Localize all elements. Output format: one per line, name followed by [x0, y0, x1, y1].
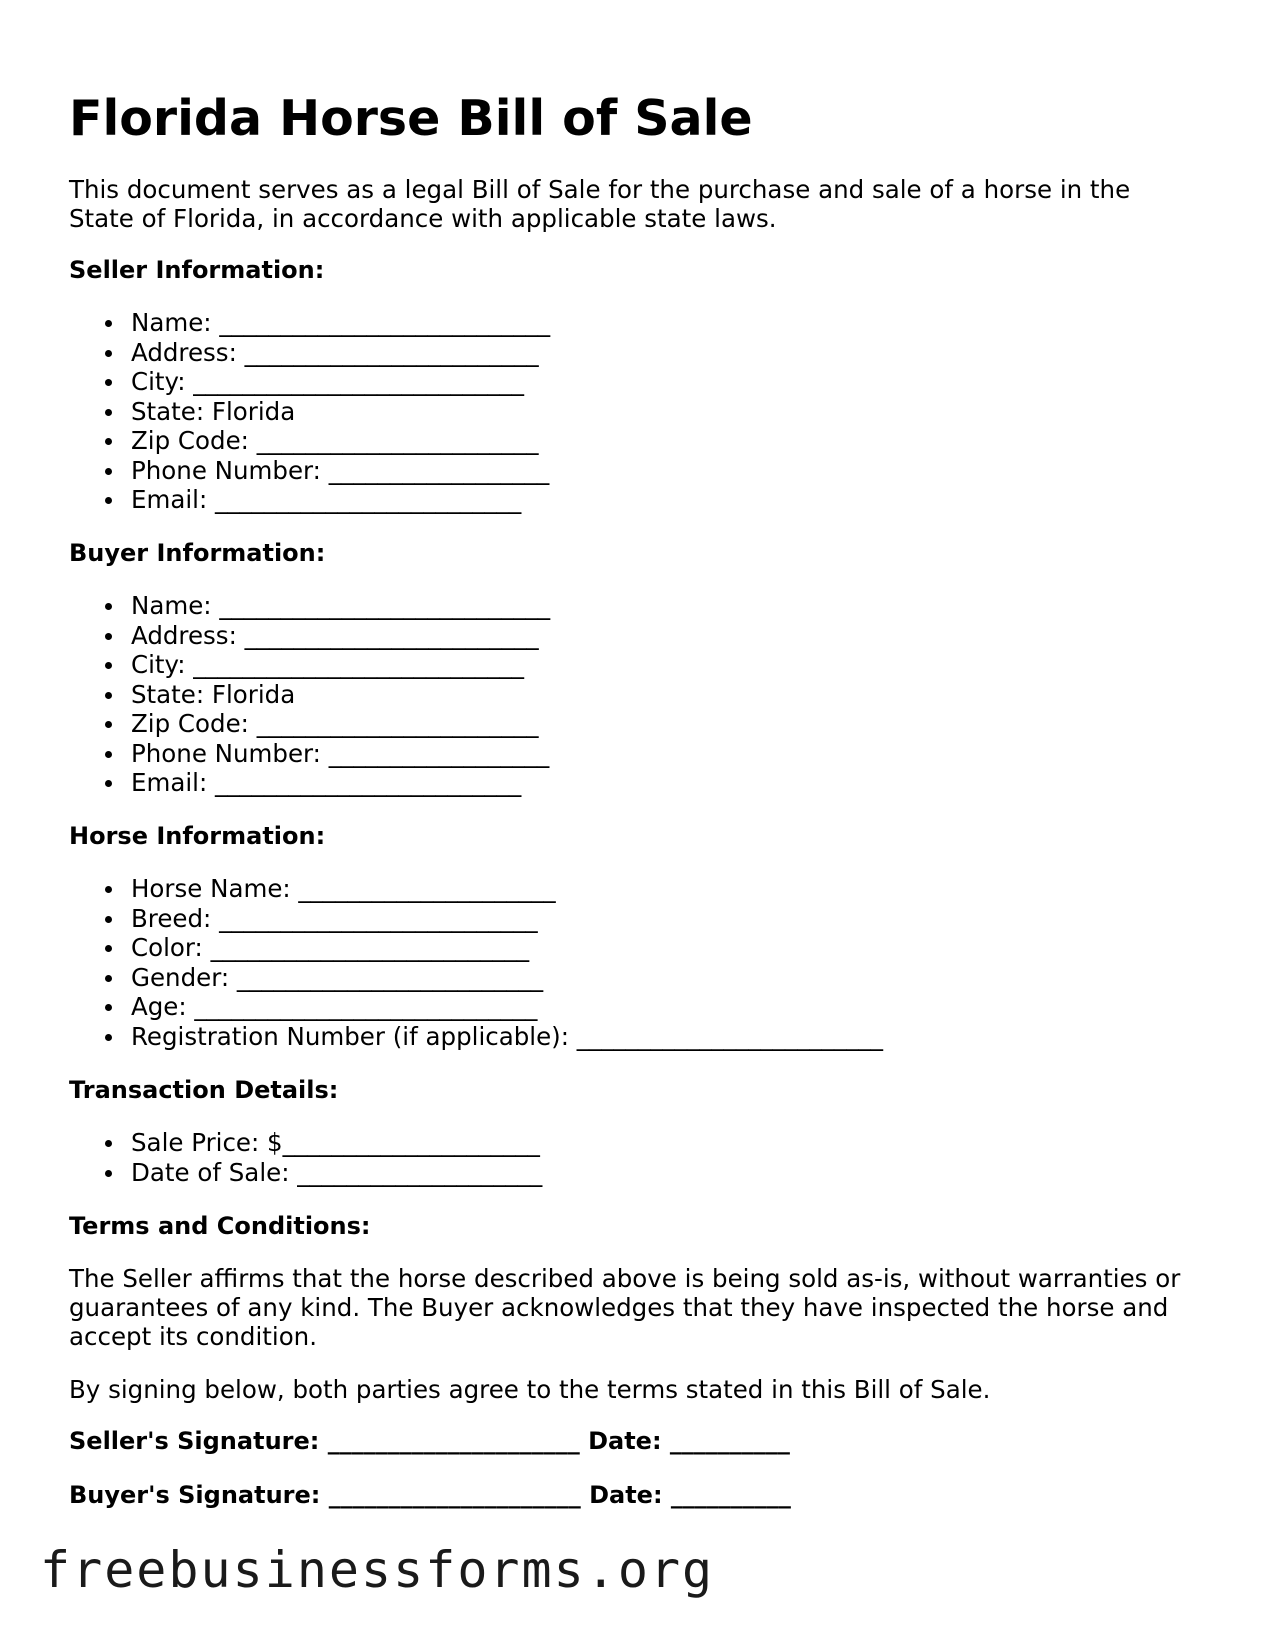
- seller-city-field[interactable]: City: ___________________________: [69, 367, 550, 397]
- agreement-paragraph: By signing below, both parties agree to the terms stated in this Bill of Sale.: [69, 1375, 991, 1404]
- terms-paragraph: The Seller affirms that the horse described above is being sold as-is, without warranties or guarantees of any kind. The Buyer acknowledges that they have inspected the horse and accept its condition.: [69, 1264, 1181, 1351]
- seller-fields-list: [69, 308, 550, 515]
- horse-registration-field[interactable]: Registration Number (if applicable): _________________________: [69, 1022, 883, 1052]
- buyer-fields-list: [69, 591, 550, 798]
- bullet-icon: [105, 662, 112, 669]
- bullet-icon: [105, 350, 112, 357]
- document-title: Florida Horse Bill of Sale: [69, 90, 753, 147]
- bullet-icon: [105, 721, 112, 728]
- seller-zip-field[interactable]: Zip Code: _______________________: [69, 426, 550, 456]
- bullet-icon: [105, 1140, 112, 1147]
- bullet-icon: [105, 916, 112, 923]
- buyer-address-field[interactable]: Address: ________________________: [69, 621, 550, 651]
- bullet-icon: [105, 975, 112, 982]
- bullet-icon: [105, 692, 112, 699]
- seller-state-field: State: Florida: [69, 397, 550, 427]
- bullet-icon: [105, 497, 112, 504]
- bullet-icon: [105, 468, 112, 475]
- buyer-city-field[interactable]: City: ___________________________: [69, 650, 550, 680]
- seller-signature-line[interactable]: Seller's Signature: _____________________ Date: __________: [69, 1427, 790, 1455]
- bullet-icon: [105, 1170, 112, 1177]
- buyer-name-field[interactable]: Name: ___________________________: [69, 591, 550, 621]
- buyer-state-field: State: Florida: [69, 680, 550, 710]
- buyer-zip-field[interactable]: Zip Code: _______________________: [69, 709, 550, 739]
- bullet-icon: [105, 945, 112, 952]
- watermark-text: freebusinessforms.org: [40, 1541, 715, 1599]
- bullet-icon: [105, 633, 112, 640]
- date-of-sale-field[interactable]: Date of Sale: ____________________: [69, 1158, 542, 1188]
- bullet-icon: [105, 751, 112, 758]
- seller-name-field[interactable]: Name: ___________________________: [69, 308, 550, 338]
- horse-color-field[interactable]: Color: __________________________: [69, 933, 883, 963]
- bullet-icon: [105, 1034, 112, 1041]
- horse-fields-list: [69, 874, 883, 1051]
- bullet-icon: [105, 1004, 112, 1011]
- bullet-icon: [105, 438, 112, 445]
- horse-age-field[interactable]: Age: ____________________________: [69, 992, 883, 1022]
- bullet-icon: [105, 603, 112, 610]
- seller-phone-field[interactable]: Phone Number: __________________: [69, 456, 550, 486]
- horse-breed-field[interactable]: Breed: __________________________: [69, 904, 883, 934]
- seller-email-field[interactable]: Email: _________________________: [69, 485, 550, 515]
- buyer-signature-line[interactable]: Buyer's Signature: _____________________ Date: __________: [69, 1481, 791, 1509]
- bullet-icon: [105, 379, 112, 386]
- buyer-email-field[interactable]: Email: _________________________: [69, 768, 550, 798]
- bullet-icon: [105, 320, 112, 327]
- horse-gender-field[interactable]: Gender: _________________________: [69, 963, 883, 993]
- seller-address-field[interactable]: Address: ________________________: [69, 338, 550, 368]
- horse-heading: Horse Information:: [69, 822, 326, 850]
- sale-price-field[interactable]: Sale Price: $_____________________: [69, 1128, 542, 1158]
- seller-heading: Seller Information:: [69, 256, 325, 284]
- transaction-heading: Transaction Details:: [69, 1076, 339, 1104]
- bullet-icon: [105, 886, 112, 893]
- buyer-phone-field[interactable]: Phone Number: __________________: [69, 739, 550, 769]
- buyer-heading: Buyer Information:: [69, 539, 326, 567]
- intro-paragraph: This document serves as a legal Bill of Sale for the purchase and sale of a horse in the State of Florida, in accordance with applicable state laws.: [69, 175, 1131, 233]
- bullet-icon: [105, 780, 112, 787]
- terms-heading: Terms and Conditions:: [69, 1212, 371, 1240]
- transaction-fields-list: [69, 1128, 542, 1187]
- bullet-icon: [105, 409, 112, 416]
- horse-name-field[interactable]: Horse Name: _____________________: [69, 874, 883, 904]
